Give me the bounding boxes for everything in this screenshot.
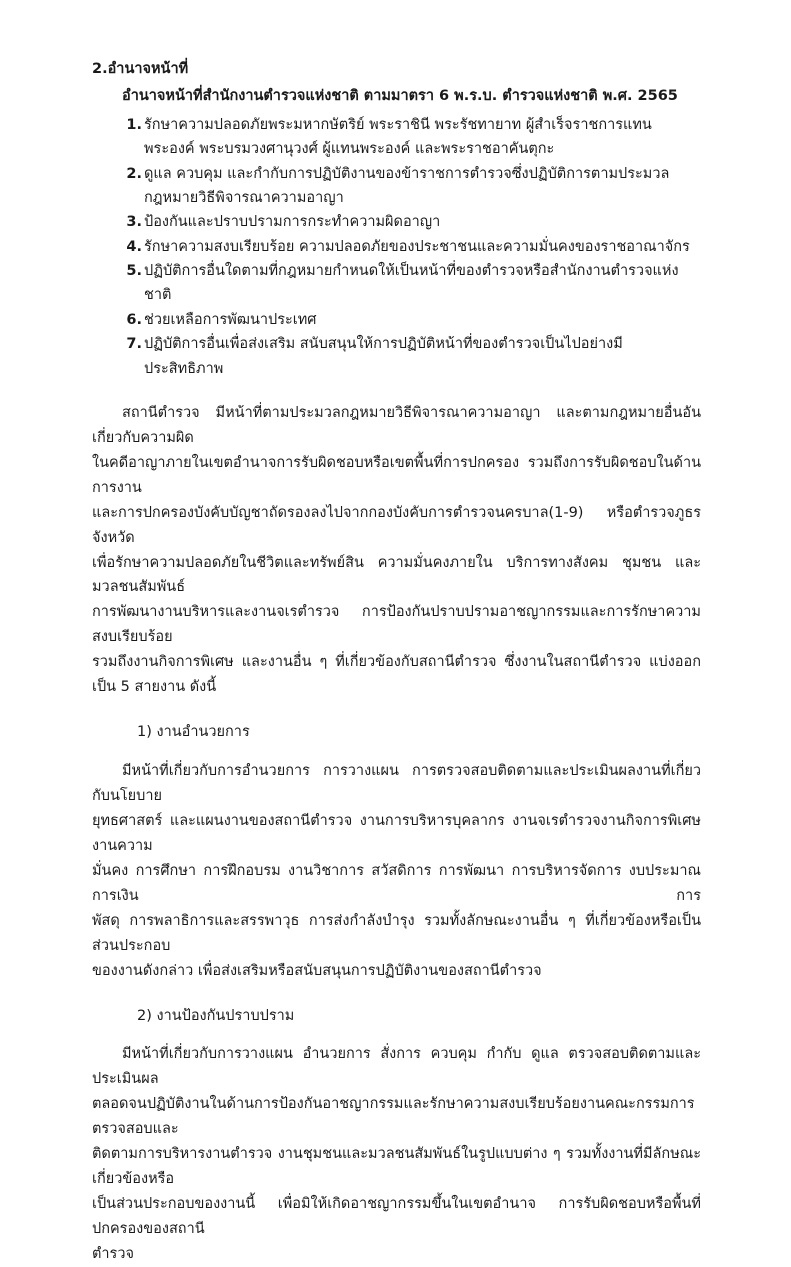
paragraph-line: ในคดีอาญาภายในเขตอำนาจการรับผิดชอบหรือเขตพื้นที่การปกครอง รวมถึงการรับผิดชอบในด้านการงาน: [92, 454, 701, 496]
list-item-text: ป้องกันและปราบปรามการกระทำความผิดอาญา: [144, 214, 441, 231]
spacer: [92, 984, 701, 1004]
paragraph-line: พัสดุ การพลาธิการและสรรพาวุธ การส่งกำลังบำรุง รวมทั้งลักษณะงานอื่น ๆ ที่เกี่ยวข้องหรือเป็นส่วนประกอบ: [92, 912, 701, 954]
paragraph-line: ติดตามการบริหารงานตำรวจ งานชุมชนและมวลชนสัมพันธ์ในรูปแบบต่าง ๆ รวมทั้งงานที่มีลักษณะเกี่ยวข้องหรือ: [92, 1146, 701, 1188]
paragraph-line: มั่นคง การศึกษา การฝึกอบรม งานวิชาการ สวัสดิการ การพัฒนา การบริหารจัดการ งบประมาณ การเงิน การ: [92, 862, 701, 904]
list-item-number: 4.: [126, 238, 142, 255]
paragraph-line: รวมถึงงานกิจการพิเศษ และงานอื่น ๆ ที่เกี่ยวข้องกับสถานีตำรวจ ซึ่งงานในสถานีตำรวจ แบ่งออกเป็น 5 สายงาน ดังนี้: [92, 654, 701, 696]
page-title: 2.อำนาจหน้าที่: [92, 61, 189, 77]
list-item-number: 3.: [126, 214, 142, 231]
spacer: [92, 1028, 701, 1042]
document-content: [92, 58, 701, 1267]
paragraph-line: ตำรวจ: [92, 1245, 134, 1262]
list-item-text: ดูแล ควบคุม และกำกับการปฏิบัติงานของข้าราชการตำรวจซึ่งปฏิบัติการตามประมวลกฎหมายวิธีพิจารณาความอาญา: [144, 165, 670, 207]
list-item-text: ช่วยเหลือการพัฒนาประเทศ: [144, 311, 317, 328]
paragraph-line: มีหน้าที่เกี่ยวกับการอำนวยการ การวางแผน การตรวจสอบติดตามและประเมินผลงานที่เกี่ยวกับนโยบาย: [92, 763, 701, 805]
list-item-number: 7.: [126, 336, 142, 353]
subsection-label-1: 1) งานอำนวยการ: [137, 724, 250, 741]
paragraph-line: ตลอดจนปฏิบัติงานในด้านการป้องกันอาชญากรรมและรักษาความสงบเรียบร้อยงานคณะกรรมการตรวจสอบและ: [92, 1096, 695, 1138]
subsection-paragraph-2: [92, 1042, 701, 1266]
spacer: [92, 381, 701, 401]
list-item-number: 5.: [126, 263, 142, 280]
list-item-text: รักษาความสงบเรียบร้อย ความปลอดภัยของประชาชนและความมั่นคงของราชอาณาจักร: [144, 238, 690, 255]
paragraph-line: มีหน้าที่เกี่ยวกับการวางแผน อำนวยการ สั่งการ ควบคุม กำกับ ดูแล ตรวจสอบติดตามและประเมินผล: [92, 1046, 701, 1088]
section-subheading: อำนาจหน้าที่สำนักงานตำรวจแห่งชาติ ตามมาตรา 6 พ.ร.บ. ตำรวจแห่งชาติ พ.ศ. 2565: [122, 88, 678, 105]
list-item-number: 6.: [126, 311, 142, 328]
duties-list: [92, 113, 701, 381]
paragraph-line: สถานีตำรวจ มีหน้าที่ตามประมวลกฎหมายวิธีพิจารณาความอาญา และตามกฎหมายอื่นอันเกี่ยวกับความผิด: [92, 404, 701, 446]
list-item: [92, 162, 701, 211]
list-item: [92, 210, 701, 234]
list-item-number: 2.: [126, 165, 142, 182]
list-item: [92, 259, 701, 308]
paragraph-line: และการปกครองบังคับบัญชาถัดรองลงไปจากกองบังคับการตำรวจนครบาล(1-9) หรือตำรวจภูธรจังหวัด: [92, 504, 701, 546]
subsection-label-2: 2) งานป้องกันปราบปราม: [137, 1007, 295, 1024]
list-item-text: ปฏิบัติการอื่นเพื่อส่งเสริม สนับสนุนให้การปฏิบัติหน้าที่ของตำรวจเป็นไปอย่างมีประสิทธิภาพ: [144, 336, 623, 377]
paragraph-line: เป็นส่วนประกอบของงานนี้ เพื่อมิให้เกิดอาชญากรรมขึ้นในเขตอำนาจ การรับผิดชอบหรือพื้นที่ปกครองของสถานี: [92, 1196, 701, 1238]
list-item: [92, 332, 701, 381]
list-item-text: รักษาความปลอดภัยพระมหากษัตริย์ พระราชินี พระรัชทายาท ผู้สำเร็จราชการแทนพระองค์ พระบรมวงศานุวงศ์ ผู้แทนพระองค์ และพระราชอาคันตุกะ: [144, 116, 652, 158]
subsection-paragraph-1: [92, 759, 701, 983]
paragraph-line: เพื่อรักษาความปลอดภัยในชีวิตและทรัพย์สิน ความมั่นคงภายใน บริการทางสังคม ชุมชน และมวลชนสัมพันธ์: [92, 554, 701, 596]
spacer: [92, 700, 701, 720]
list-item: [92, 308, 701, 332]
list-item: [92, 113, 701, 162]
spacer: [92, 745, 701, 759]
list-item: [92, 235, 701, 259]
paragraph-line: ของงานดังกล่าว เพื่อส่งเสริมหรือสนับสนุนการปฏิบัติงานของสถานีตำรวจ: [92, 962, 542, 979]
list-item-number: 1.: [126, 116, 142, 133]
intro-paragraph: [92, 401, 701, 700]
list-item-text: ปฏิบัติการอื่นใดตามที่กฎหมายกำหนดให้เป็นหน้าที่ของตำรวจหรือสำนักงานตำรวจแห่งชาติ: [144, 263, 679, 304]
paragraph-line: การพัฒนางานบริหารและงานจเรตำรวจ การป้องกันปราบปรามอาชญากรรมและการรักษาความสงบเรียบร้อย: [92, 604, 701, 646]
paragraph-line: ยุทธศาสตร์ และแผนงานของสถานีตำรวจ งานการบริหารบุคลากร งานจเรตำรวจงานกิจการพิเศษ งานความ: [92, 812, 701, 854]
